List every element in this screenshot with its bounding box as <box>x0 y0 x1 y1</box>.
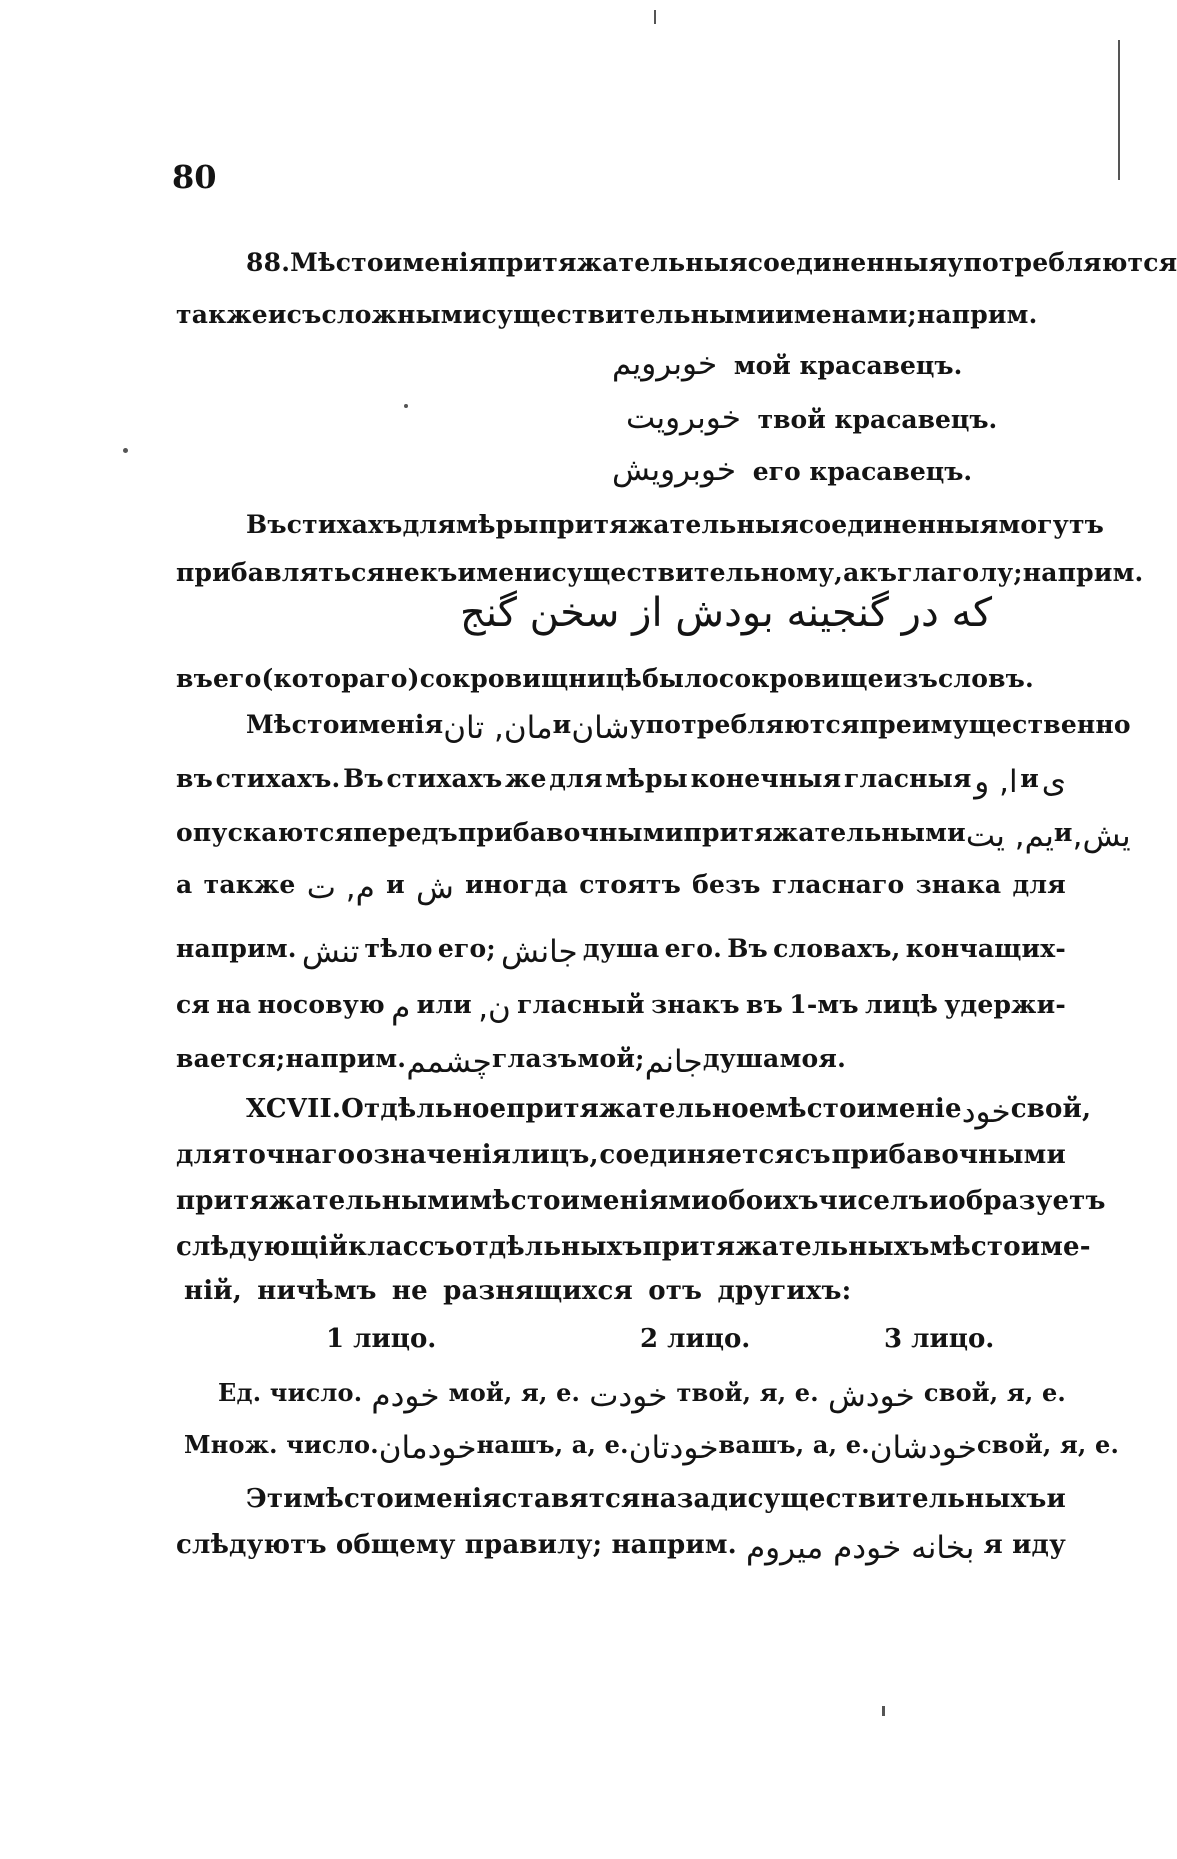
scan-speck <box>123 448 128 453</box>
table-row-singular: Ед. число. خودم мой, я, е. خودت твой, я, е. خودش свой, я, е. <box>218 1378 1066 1414</box>
par2-line-7: вается; наприм. چشمم глазъ мой; جانم душа моя. <box>176 1044 846 1080</box>
persian-verse: که در گنجینه بودش از سخن گنج <box>460 590 993 636</box>
par2-line-1: Мѣстоименія مان, تان и شان употребляются преимущественно <box>246 710 1131 746</box>
scan-speck <box>404 404 408 408</box>
example-1: خوبرویم мой красавецъ. <box>612 346 963 382</box>
sec88-line-1: 88. Мѣстоименія притяжательныя соединенныя употребляются <box>246 248 1177 277</box>
example-3: خوبرویش его красавецъ. <box>612 452 973 488</box>
last-line-1: Эти мѣстоименія ставятся назади существительныхъ и <box>246 1484 1066 1514</box>
par2-line-6: ся на носовую م или ن, гласный знакъ въ 1-мъ лицѣ удержи- <box>176 990 1066 1026</box>
column-header-3: 3 лицо. <box>884 1324 995 1354</box>
column-header-1: 1 лицо. <box>326 1324 437 1354</box>
example-2: خوبرویت твой красавецъ. <box>626 400 998 436</box>
scan-speck <box>654 10 656 24</box>
scan-speck <box>882 1706 885 1716</box>
par2-line-2: въ стихахъ. Въ стихахъ же для мѣры конечныя гласныя ا, و и ی <box>176 764 1066 800</box>
table-row-plural: Множ. число. خودمان нашъ, а, е. خودتان вашъ, а, е. خودشان свой, я, е. <box>184 1430 1120 1466</box>
sec88-line-2: также и съ сложными существительными именами; наприм. <box>176 300 1038 329</box>
page-number: 80 <box>172 158 217 196</box>
par3-line-2: для точнаго означенія лицъ, соединяется съ прибавочными <box>176 1140 1066 1170</box>
par2-line-4: а также م, ت и ش иногда стоятъ безъ гласнаго знака для <box>176 870 1066 906</box>
par3-line-4: слѣдующій классъ отдѣльныхъ притяжательныхъ мѣстоиме- <box>176 1232 1091 1262</box>
last-line-2: слѣдуютъ общему правилу; наприм. بخانه خودم میروم я иду <box>176 1530 1066 1566</box>
par3-line-5: ній, ничѣмъ не разнящихся отъ другихъ: <box>184 1276 852 1306</box>
verse-par-line-2: прибавляться не къ имени существительному, а къ глаголу; наприм. <box>176 558 1144 587</box>
par3-line-3: притяжательными мѣстоименіями обоихъ чиселъ и образуетъ <box>176 1186 1106 1216</box>
scan-edge-line <box>1118 40 1120 180</box>
par2-line-3: опускаются передъ прибавочными притяжательными یم, یت и یش, <box>176 818 1131 854</box>
par3-line-1: XCVII. Отдѣльное притяжательное мѣстоименіе خود свой, <box>246 1094 1092 1130</box>
verse-translation: въ его (котораго) сокровищницѣ было сокровище изъ словъ. <box>176 664 1034 693</box>
verse-par-line-1: Въ стихахъ для мѣры притяжательныя соединенныя могутъ <box>246 510 1105 539</box>
par2-line-5: наприм. تنش тѣло его; جانش душа его. Въ словахъ, кончащих- <box>176 934 1066 970</box>
column-header-2: 2 лицо. <box>640 1324 751 1354</box>
